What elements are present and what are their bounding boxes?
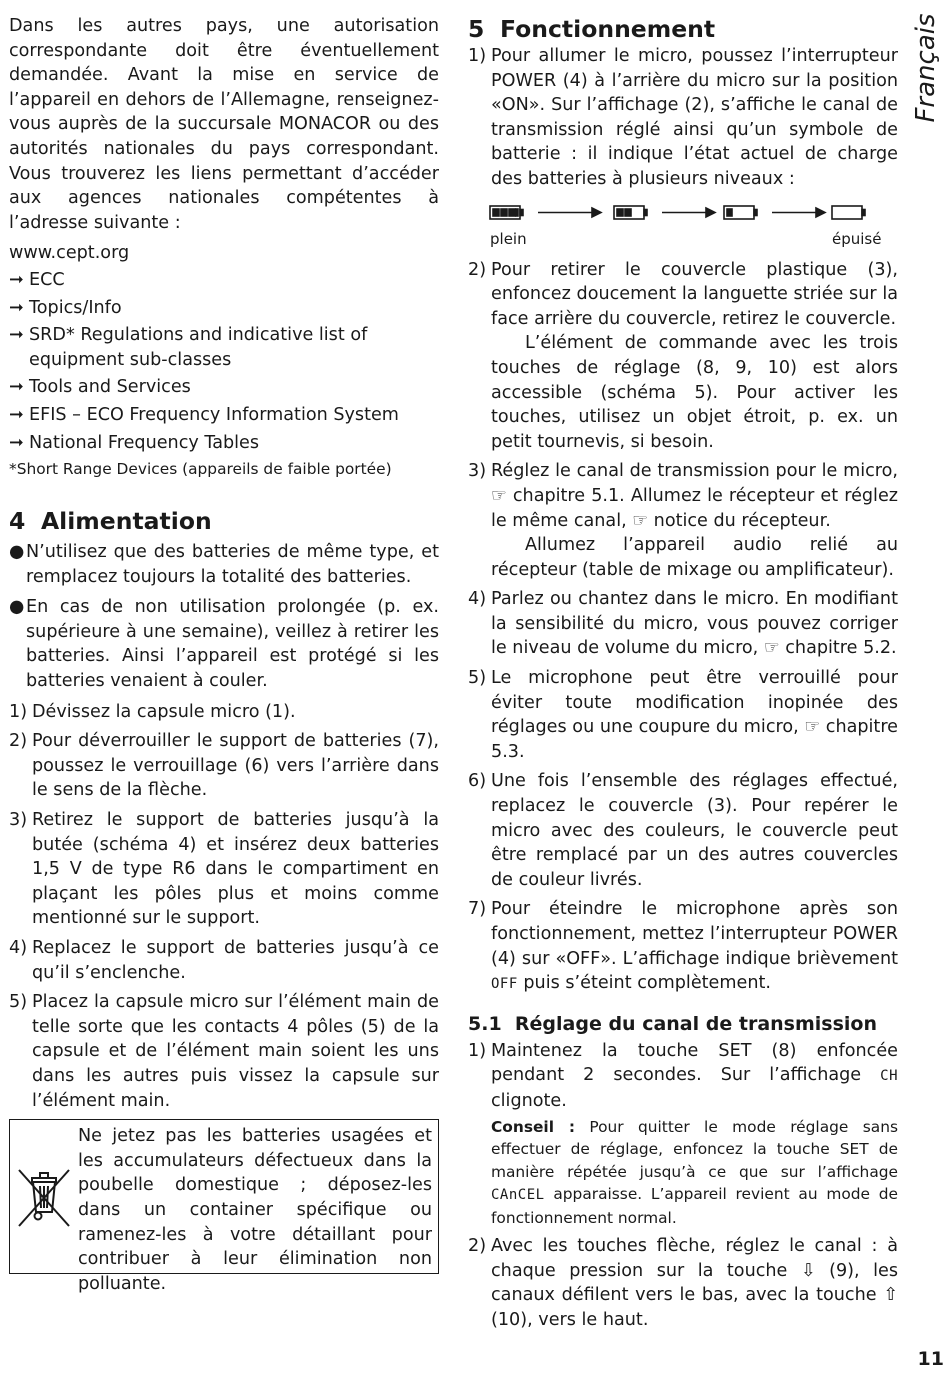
step-list [9,700,439,1114]
step-list [468,258,898,997]
step-list [468,44,898,192]
down-arrow-icon: ⇩ [800,1260,816,1281]
step-item: 5) Le microphone peut être verrouillé pour éviter toute modification inopinée des réglages ou une coupure du micro, ☞ chapitre 5.3. [468,668,898,762]
crossed-out-bin-icon [15,1164,73,1232]
arrow-icon: ➞ [9,404,24,425]
arrow-icon: ➞ [9,269,24,290]
step-item: 3) Réglez le canal de transmission pour le micro, ☞ chapitre 5.1. Allumez le récepteur et réglez le même canal, ☞ notice du récepteur. Allumez l’appareil audio relié au récepteur (table de mixage ou amplificateur). [468,461,899,580]
left-column [9,14,439,1294]
link-item: ➞ Tools and Services [9,375,439,400]
step-item: 2) Pour retirer le couvercle plastique (3), enfoncez doucement la languette striée sur la face arrière du couvercle, retirez le couvercle. L’élément de commande avec les trois touches de réglage (8, 9, 10) est alors accessible (schéma 5). Pour activer les touches, utilisez un objet étroit, p. ex. un petit tournevis, si besoin. [468,259,898,452]
lcd-ch-text: CH [880,1068,898,1085]
step-item: 7) Pour éteindre le microphone après son fonctionnement, mettez l’interrupteur POWER (4) sur «OFF». L’affichage indique brièvement OFF puis s’éteint complètement. [468,899,898,994]
lcd-off-text: OFF [491,976,518,993]
link-item: ➞ National Frequency Tables [9,431,439,456]
battery-level-diagram [468,198,898,230]
step-item: 1) Pour allumer le micro, poussez l’interrupteur POWER (4) à l’arrière du micro sur la position «ON». Sur l’affichage (2), s’affiche le canal de transmission réglé ainsi qu’un symbole de batterie : il indique l’état actuel de charge des batteries à plusieurs niveaux : [468,46,898,189]
bullet-item: ● N’utilisez que des batteries de même type, et remplacez toujours la totalité des batteries. [9,542,439,587]
link-list [9,268,439,455]
cept-url: www.cept.org [9,243,130,264]
link-item: ➞ EFIS – ECO Frequency Information System [9,403,439,428]
battery-empty-label: épuisé [832,229,882,248]
step-item: 6) Une fois l’ensemble des réglages effectué, replacez le couvercle (3). Pour repérer le micro avec des couleurs, le couvercle peut être remplacé par un des autres couvercles de couleur livrés. [468,771,898,890]
footnote: *Short Range Devices (appareils de faible portée) [9,460,392,479]
pointer-icon: ☞ [632,510,649,531]
language-label: Français [911,13,941,123]
battery-full-label: plein [490,229,527,248]
step-item: 2) Pour déverrouiller le support de batteries (7), poussez le verrouillage (6) vers l’arrière dans le sens de la flèche. [9,731,439,801]
right-column [468,14,898,1337]
step-item: 5) Placez la capsule micro sur l’élément main de telle sorte que les contacts 4 pôles (5) de la capsule et de l’élément main soient les uns dans les autres puis vissez la capsule sur l’élément main. [9,992,439,1111]
up-arrow-icon: ⇧ [883,1285,899,1306]
bullet-item: ● En cas de non utilisation prolongée (p. ex. supérieure à une semaine), veillez à retirer les batteries. Ainsi l’appareil est protégé si les batteries venaient à couler. [9,597,439,692]
link-item: ➞ Topics/Info [9,296,439,321]
battery-labels [468,230,898,252]
lcd-cancel-text: CAnCEL [491,1187,545,1204]
bullet-icon: ● [9,597,25,618]
pointer-icon: ☞ [763,638,780,659]
step-item: 4) Replacez le support de batteries jusqu’à ce qu’il s’enclenche. [9,938,439,983]
step-item: 1) Dévissez la capsule micro (1). [9,701,296,722]
battery-sequence-graphic [468,198,898,230]
bullet-list [9,540,439,694]
page-number: 11 [917,1348,944,1370]
section-5-heading: 5 Fonctionnement [468,15,716,43]
disposal-text: Ne jetez pas les batteries usagées et les accumulateurs défectueux dans la poubelle domestique ; déposez-les dans un container spécifique ou ramenez-les à votre détaillant pour contribuer à leur élimination non polluante. [78,1126,432,1294]
step-item: 3) Retirez le support de batteries jusqu’à la butée (schéma 4) et insérez deux batteries 1,5 V de type R6 dans le compartiment en plaçant les pôles plus et moins comme mentionné sur le support. [9,810,439,929]
intro-paragraph: Dans les autres pays, une autorisation correspondante doit être éventuellement demandée. Avant la mise en service de l’appareil en dehors de l’Allemagne, renseignez-vous auprès de la succursale MONACOR ou des autorités nationales du pays correspondant. Vous trouverez les liens permettant d’accéder aux agences nationales compétentes à l’adresse suivante : [9,16,439,233]
section-4-heading: 4 Alimentation [9,507,212,536]
step-list [468,1039,898,1333]
bullet-icon: ● [9,542,25,563]
arrow-icon: ➞ [9,325,24,346]
section-5-1-heading: 5.1 Réglage du canal de transmission [468,1012,877,1035]
language-tab [906,13,946,123]
link-item: ➞ ECC [9,268,439,293]
arrow-icon: ➞ [9,297,24,318]
link-item: ➞ SRD* Regulations and indicative list of equipment sub-classes [9,325,368,370]
step-item: 1) Maintenez la touche SET (8) enfoncée pendant 2 secondes. Sur l’affichage CH clignote. Conseil : Pour quitter le mode réglage sans effectuer de réglage, enfoncez la touche SET de manière répétée jusqu’à ce que sur l’affichage CAnCEL apparaisse. L’appareil revient au mode de fonctionnement normal. [468,1039,898,1229]
pointer-icon: ☞ [491,485,507,506]
disposal-notice-box [9,1119,439,1294]
arrow-icon: ➞ [9,377,24,398]
tip-note: Conseil : Pour quitter le mode réglage sans effectuer de réglage, enfoncez la touche SET de manière répétée jusqu’à ce que sur l’affichage CAnCEL apparaisse. L’appareil revient au mode de fonctionnement normal. [491,1117,898,1227]
step-item: 4) Parlez ou chantez dans le micro. En modifiant la sensibilité du micro, vous pouvez corriger le niveau de volume du micro, ☞ chapitre 5.2. [468,589,898,659]
pointer-icon: ☞ [804,717,821,738]
step-item: 2) Avec les touches flèche, réglez le canal : à chaque pression sur la touche ⇩ (9), les canaux défilent vers le bas, avec la touche ⇧ (10), vers le haut. [468,1236,899,1330]
arrow-icon: ➞ [9,432,24,453]
